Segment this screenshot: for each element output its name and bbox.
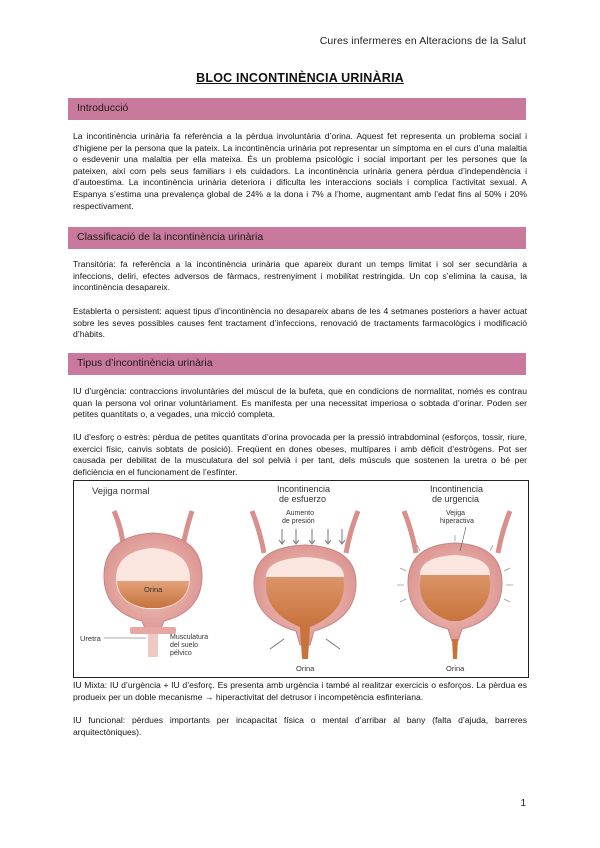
- types-paragraph-2: [73, 432, 527, 478]
- label-muscle-2: del suelo: [170, 642, 199, 649]
- section-heading: Classificació de la incontinència urinària: [77, 231, 264, 243]
- section-band-classification: [68, 227, 526, 249]
- panel-title-3a: Incontinencia: [430, 484, 484, 494]
- section-heading: Introducció: [77, 102, 129, 114]
- types-text-1: IU d’urgència: contraccions involuntàries del múscul de la bufeta, que en condicions de normalitat, només es contrau quan la persona vol orinar voluntàriament. Es manifesta per una necessitat imperiosa o sobtada d’orinar. Poden ser petites quantitats o, a vegades, una micció completa.: [73, 386, 527, 420]
- intro-paragraph: [73, 131, 527, 212]
- classification-paragraph-1: [73, 259, 527, 294]
- types-text-3: IU Mixta: IU d’urgència + IU d’esforç. Es presenta amb urgència i també al realitzar exercicis o esforços. La pèrdua es produeix per un doble mecanisme → hiperactivitat del detrusor i incompetència esfinteriana.: [73, 680, 527, 702]
- classification-paragraph-2: [73, 306, 527, 341]
- types-paragraph-1: [73, 386, 527, 421]
- panel-urge: [397, 484, 513, 673]
- panel-title: Vejiga normal: [92, 486, 150, 497]
- label-orina-3: Orina: [446, 664, 465, 673]
- label-orina: Orina: [144, 585, 163, 594]
- bladder-illustration: [73, 480, 529, 678]
- label-hyper-1: Vejiga: [446, 510, 466, 517]
- section-band-intro: [68, 98, 526, 120]
- panel-normal: [80, 486, 208, 657]
- pelvic-floor-muscle: [130, 627, 176, 634]
- panel-stress: [252, 484, 358, 673]
- label-orina-2: Orina: [296, 664, 315, 673]
- section-band-types: [68, 353, 526, 375]
- panel-title-2a: Incontinencia: [277, 484, 331, 494]
- label-pressure-1: Aumento: [286, 510, 315, 517]
- types-text-2: IU d’esforç o estrès: pèrdua de petites quantitats d’orina provocada per la pressió intrabdominal (esforços, tossir, riure, exercici físic, canvis sobtats de posició). Freqüent en dones obeses, multípares i amb dèficit d’estrògens. Pot ser causada per debilitat de la musculatura del sol pelvià i per tant, dels músculs que sostenen la uretra o bé per deficiència en el funcionament de l’esfínter.: [73, 432, 527, 477]
- label-uretra: Uretra: [80, 634, 101, 643]
- label-hyper-2: hiperactiva: [440, 518, 474, 525]
- section-heading: Tipus d’incontinència urinària: [77, 357, 213, 369]
- intro-text: La incontinència urinària fa referència a la pèrdua involuntària d’orina. Aquest fet representa un problema social i d’higiene per la persona que la pateix. La incontinència urinària pot representar un símptoma en el curs d’una malaltia o esdevenir una malaltia per ella mateixa. És un problema psicològic i social important per les persones que la pateixen, així com pels seus familiars i els cuidadors. La incontinència urinària genera pèrdua d’independència i d’autoestima. La incontinència urinària deteriora i dificulta les interaccions socials i complica l’activitat sexual. A Espanya s’estima una prevalença global de 24% a la dona i 7% a l’home, augmentant amb l’edat fins al 50% i 20% respectivament.: [73, 131, 527, 211]
- types-paragraph-4: [73, 715, 527, 738]
- panel-title-3b: de urgencia: [432, 494, 480, 504]
- label-muscle: Musculatura: [170, 634, 209, 641]
- running-header: Cures infermeres en Alteracions de la Salut: [319, 35, 526, 47]
- pressure-arrows: [279, 529, 345, 544]
- page-number: 1: [520, 798, 526, 809]
- label-muscle-3: pélvico: [170, 650, 192, 657]
- classification-text-2: Establerta o persistent: aquest tipus d’incontinència no desapareix abans de les 4 setmanes posteriors a haver actuat sobre les seves possibles causes fent tractament d’infeccions, renovació de tractaments farmacològics i modificació d’hàbits.: [73, 306, 527, 340]
- classification-text-1: Transitòria: fa referència a la incontinència urinària que apareix durant un temps limitat i sol ser secundària a infeccions, deliri, efectes adversos de fàrmacs, restrenyiment i mobilitat restringida. Un cop s’elimina la causa, la incontinència desapareix.: [73, 259, 527, 293]
- types-text-4: IU funcional: pèrdues importants per incapacitat física o mental d’arribar al bany (falta d’ajuda, barreres arquitectòniques).: [73, 715, 527, 737]
- label-pressure-2: de presión: [282, 518, 315, 525]
- leak-stream: [300, 627, 310, 659]
- bladder-diagram: [74, 481, 528, 677]
- page-title: BLOC INCONTINÈNCIA URINÀRIA: [196, 71, 404, 85]
- panel-title-2b: de esfuerzo: [279, 494, 327, 504]
- types-paragraph-3: [73, 680, 527, 703]
